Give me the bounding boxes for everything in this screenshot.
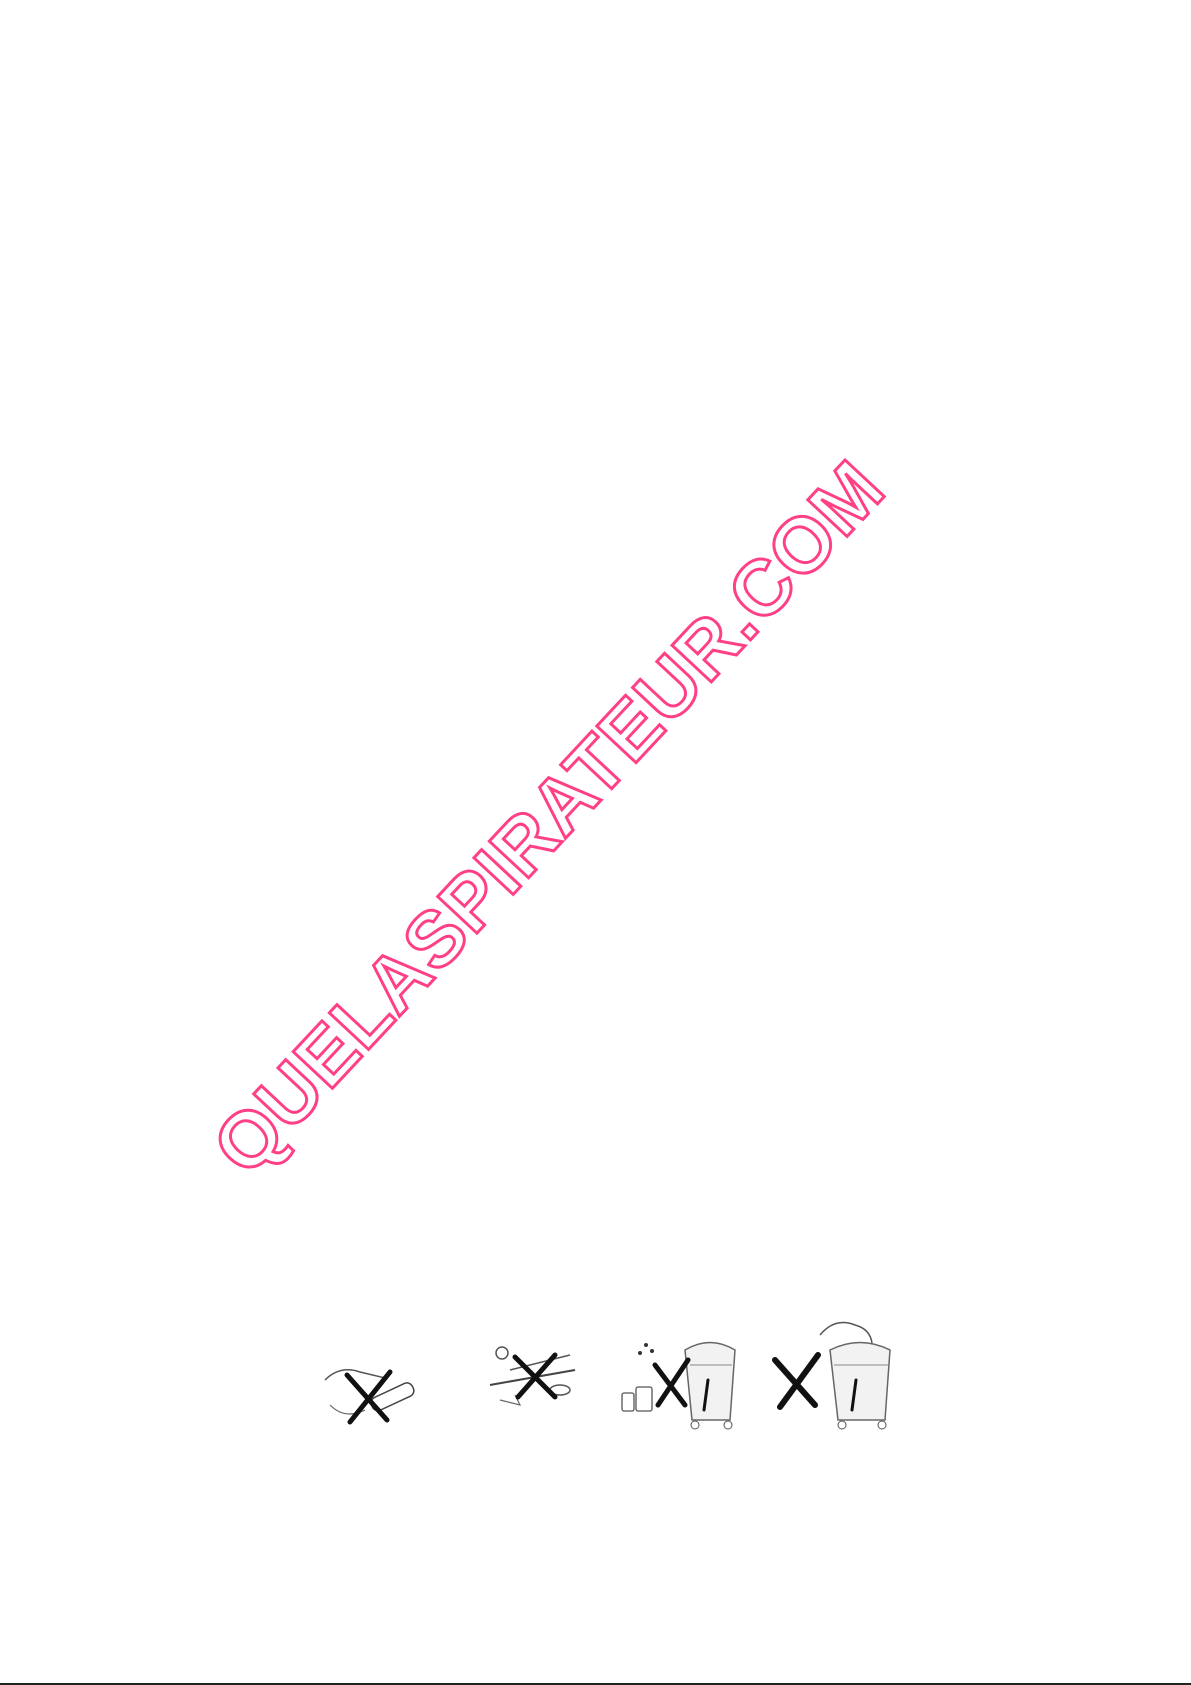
prohibited-cigarettes-icon — [315, 1350, 425, 1430]
prohibited-sharp-objects-icon — [480, 1335, 590, 1415]
prohibition-illustrations — [300, 1335, 900, 1445]
prohibited-hot-ashes-vacuum-icon — [760, 1315, 900, 1435]
prohibited-chemicals-vacuum-icon — [610, 1325, 750, 1435]
watermark-logo: QUELASPIRATEUR.COM — [195, 443, 901, 1191]
